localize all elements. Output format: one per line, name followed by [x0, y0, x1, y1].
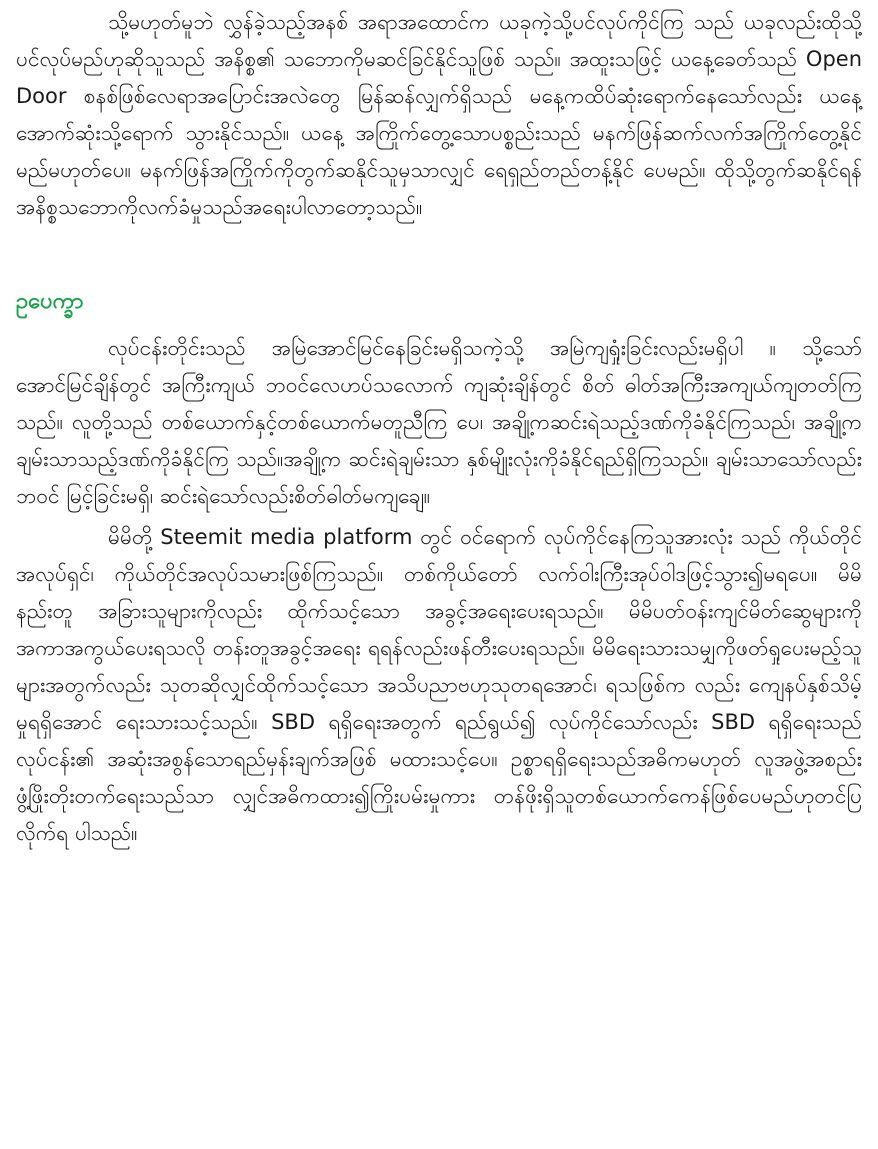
- section-heading-upekkha: ဥပေက္ခာ: [16, 289, 84, 314]
- paragraph-steemit-platform: မိမိတို့ Steemit media platform တွင် ဝင်ရောက် လုပ်ကိုင်နေကြသူအားလုံး သည် ကိုယ်တိုင်အလုပ်ရှင်၊ ကိုယ်တိုင်အလုပ်သမားဖြစ်ကြသည်။ တစ်ကိုယ်တော် လက်ဝါးကြီးအုပ်ဝါဒဖြင့်သွား၍မရပေ။ မိမိနည်းတူ အခြားသူများကိုလည်း ထိုက်သင့်သော အခွင့်အရေးပေးရသည်။ မိမိပတ်ဝန်းကျင်မိတ်ဆွေများကို အကာအကွယ်ပေးရသလို တန်းတူအခွင့်အရေး ရရန်လည်းဖန်တီးပေးရသည်။ မိမိရေးသားသမျှကိုဖတ်ရှုပေးမည့်သူ များအတွက်လည်း သုတဆိုလျှင်ထိုက်သင့်သော အသိပညာဗဟုသုတရအောင်၊ ရသဖြစ်က လည်း ကျေနပ်နှစ်သိမ့်မှုရရှိအောင် ရေးသားသင့်သည်။ SBD ရရှိရေးအတွက် ရည်ရွယ်၍ လုပ်ကိုင်သော်လည်း SBD ရရှိရေးသည် လုပ်ငန်း၏ အဆုံးအစွန်သောရည်မှန်းချက်အဖြစ် မထားသင့်ပေ။ ဥစ္စာရရှိရေးသည်အဓိကမဟုတ် လူအဖွဲ့အစည်းဖွံ့ဖြိုးတိုးတက်ရေးသည်သာ လျှင်အဓိကထား၍ကြိုးပမ်းမှုကား တန်ဖိုးရှိသူတစ်ယောက်ကေန်ဖြစ်ပေမည်ဟုတင်ပြလိုက်ရ ပါသည်။: [16, 525, 862, 845]
- paragraph-business-success: လုပ်ငန်းတိုင်းသည် အမြဲအောင်မြင်နေခြင်းမရှိသကဲ့သို့ အမြဲကျရှုံးခြင်းလည်းမရှိပါ ။ သို့သော် အောင်မြင်ချိန်တွင် အကြီးကျယ် ဘဝင်လေဟပ်သလောက် ကျဆုံးချိန်တွင် စိတ် ဓါတ်အကြီးအကျယ်ကျတတ်ကြသည်။ လူတို့သည် တစ်ယောက်နှင့်တစ်ယောက်မတူညီကြ ပေ၊ အချို့ကဆင်းရဲသည့်ဒဏ်ကိုခံနိုင်ကြသည်၊ အချို့က ချမ်းသာသည့်ဒဏ်ကိုခံနိုင်ကြ သည်။အချို့က ဆင်းရဲချမ်းသာ နှစ်မျိုးလုံးကိုခံနိုင်ရည်ရှိကြသည်။ ချမ်းသာသော်လည်းဘဝင် မြင့်ခြင်းမရှိ၊ ဆင်းရဲသော်လည်းစိတ်ဓါတ်မကျချေ။: [16, 336, 862, 508]
- paragraph-impermanence: သို့မဟုတ်မူဘဲ လွှန်ခဲ့သည့်အနစ် အရာအထောင်က ယခုကဲ့သို့ပင်လုပ်ကိုင်ကြ သည် ယခုလည်းထိုသို့ပင်လုပ်မည်ဟုဆိုသူသည် အနိစ္စ၏ သဘောကိုမဆင်ခြင်နိုင်သူဖြစ် သည်။ အထူးသဖြင့် ယနေ့ခေတ်သည် Open Door စနစ်ဖြစ်လေရာအပြောင်းအလဲတွေ မြန်ဆန်လျှက်ရှိသည် မနေ့ကထိပ်ဆုံးရောက်နေသော်လည်း ယနေ့ အောက်ဆုံးသို့ရောက် သွားနိုင်သည်။ ယနေ့ အကြိုက်တွေ့သောပစ္စည်းသည် မနက်ဖြန်ဆက်လက်အကြိုက်တွေ့နိုင် မည်မဟုတ်ပေ။ မနက်ဖြန်အကြိုက်ကိုတွက်ဆနိုင်သူမှသာလျှင် ရေရှည်တည်တန့်နိုင် ပေမည်။ ထိုသို့တွက်ဆနိုင်ရန် အနိစ္စသဘောကိုလက်ခံမှုသည်အရေးပါလာတော့သည်။: [16, 10, 862, 219]
- section-spacer: [16, 226, 862, 282]
